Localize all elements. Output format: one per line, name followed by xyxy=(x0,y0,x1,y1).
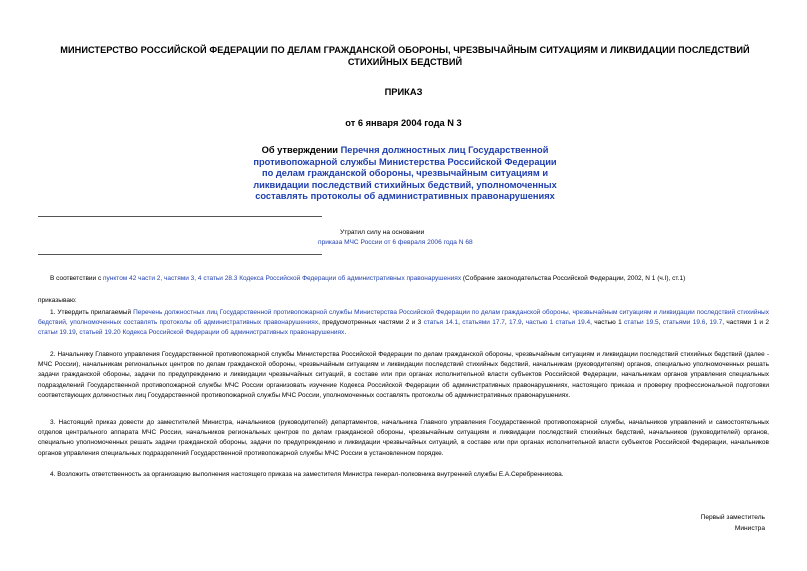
document-subject xyxy=(250,145,560,203)
article-14-1-link[interactable]: статья 14.1 xyxy=(423,319,459,327)
document-type: ПРИКАЗ xyxy=(384,87,423,97)
p1-sep: , xyxy=(705,319,710,327)
paragraph-2: 2. Начальнику Главного управления Государственной противопожарной службы Министерства Российской Федерации по делам гражданской обороны, чрезвычайным ситуациям и ликвидации последствий стихийных бедствий (далее - МЧС России), начальникам региональных центров по делам гражданской обороны, чрезвычайным ситуациям и ликвидации последствий стихийных бедствий, начальникам (руководителям) органов, специально уполномоченных решать задачи гражданской обороны, задачи по предупреждению и ликвидации чрезвычайных ситуаций, в составе или при органах исполнительной власти субъектов Российской Федерации, начальникам органов управления специальных подразделений Государственной противопожарной службы МЧС России организовать изучение Кодекса Российской Федерации об административных правонарушениях, настоящего приказа и проверку профессиональной подготовки соответствующих должностных лиц Государственной противопожарной службы МЧС России, уполномоченных составлять протоколы об административных правонарушениях. xyxy=(38,351,769,399)
article-17-9-link[interactable]: 17.9 xyxy=(509,319,522,327)
p1-suffix: . xyxy=(344,329,347,337)
revoked-notice: Утратил силу на основании xyxy=(340,229,425,236)
article-17-7-link[interactable]: статьями 17.7 xyxy=(462,319,505,327)
p1-sep: , xyxy=(458,319,463,327)
signature-position: Первый заместитель xyxy=(700,514,765,521)
p1-sep: , частью 1 xyxy=(590,319,625,327)
divider-bottom xyxy=(38,254,322,255)
p1-sep: , xyxy=(521,319,526,327)
paragraph-4: 4. Возложить ответственность за организацию выполнения настоящего приказа на заместителя Министра генерал-полковника внутренней службы Е.А.Серебренникова. xyxy=(50,471,564,478)
p1-sep: , xyxy=(658,319,663,327)
article-19-19-link[interactable]: статьи 19.19 xyxy=(38,329,76,337)
paragraph-3: 3. Настоящий приказ довести до заместителей Министра, начальников (руководителей) департаментов, начальника Главного управления Государственной противопожарной службы, начальников управлений и самостоятельных отделов центрального аппарата МЧС России, начальников региональных центров по делам гражданской обороны, чрезвычайным ситуациям и ликвидации последствий стихийных бедствий, начальников (руководителей) органов, специально уполномоченных решать задачи гражданской обороны, задачи по предупреждению и ликвидации чрезвычайных ситуаций, в составе или при органах исполнительной власти субъектов Российской Федерации, начальников органов управления специальных подразделений Государственной противопожарной службы МЧС России в установленном порядке. xyxy=(38,419,769,457)
approved-list-link[interactable]: Перечень должностных лиц Государственной противопожарной службы Министерства Российской Федерации по делам гражданской обороны, чрезвычайным ситуациям и ликвидации последствий стихийных бедствий, уполномоченных составлять протоколы об административных правонарушениях xyxy=(38,309,769,327)
code-articles-link[interactable]: пунктом 42 части 2, частями 3, 4 статьи 28.3 Кодекса Российской Федерации об административных правонарушениях xyxy=(103,275,462,282)
document-date-number: от 6 января 2004 года N 3 xyxy=(345,118,462,128)
article-19-5-link[interactable]: статьи 19.5 xyxy=(624,319,659,327)
article-19-7-link[interactable]: 19.7 xyxy=(709,319,723,327)
preamble xyxy=(50,274,770,284)
p1-prefix: 1. Утвердить прилагаемый xyxy=(50,309,134,316)
article-19-6-link[interactable]: статьями 19.6 xyxy=(662,319,706,327)
subject-prefix: Об утверждении xyxy=(261,145,341,155)
p1-sep: , xyxy=(504,319,509,327)
p1-mid: , предусмотренных частями 2 и 3 xyxy=(318,319,424,327)
divider-top xyxy=(38,216,322,217)
p1-sep: , частями 1 и 2 xyxy=(722,319,769,327)
order-word: приказываю: xyxy=(38,297,77,304)
p1-sep: , xyxy=(75,329,80,337)
ministry-header: МИНИСТЕРСТВО РОССИЙСКОЙ ФЕДЕРАЦИИ ПО ДЕЛАМ ГРАЖДАНСКОЙ ОБОРОНЫ, ЧРЕЗВЫЧАЙНЫМ СИТУАЦИЯМ И ЛИКВИДАЦИИ ПОСЛЕДСТВИЙ СТИХИЙНЫХ БЕДСТВИЙ xyxy=(60,45,750,67)
paragraph-1 xyxy=(38,308,769,339)
revoking-order-link[interactable]: приказа МЧС России от 6 февраля 2006 года N 68 xyxy=(318,239,473,246)
signature-title: Министра xyxy=(734,525,765,532)
subject-list-link[interactable]: Перечня должностных лиц Государственной противопожарной службы Министерства Российской Федерации по делам гражданской обороны, чрезвычайным ситуациям и ликвидации последствий стихийных бедствий, уполномоченных составлять протоколы об административных правонарушениях xyxy=(253,145,557,202)
preamble-prefix: В соответствии с xyxy=(50,275,104,282)
preamble-suffix: (Собрание законодательства Российской Федерации, 2002, N 1 (ч.I), ст.1) xyxy=(461,275,686,282)
article-19-20-link[interactable]: статьей 19.20 Кодекса Российской Федерации об административных правонарушениях xyxy=(79,329,345,337)
article-19-4-link[interactable]: частью 1 статьи 19.4 xyxy=(525,319,591,327)
